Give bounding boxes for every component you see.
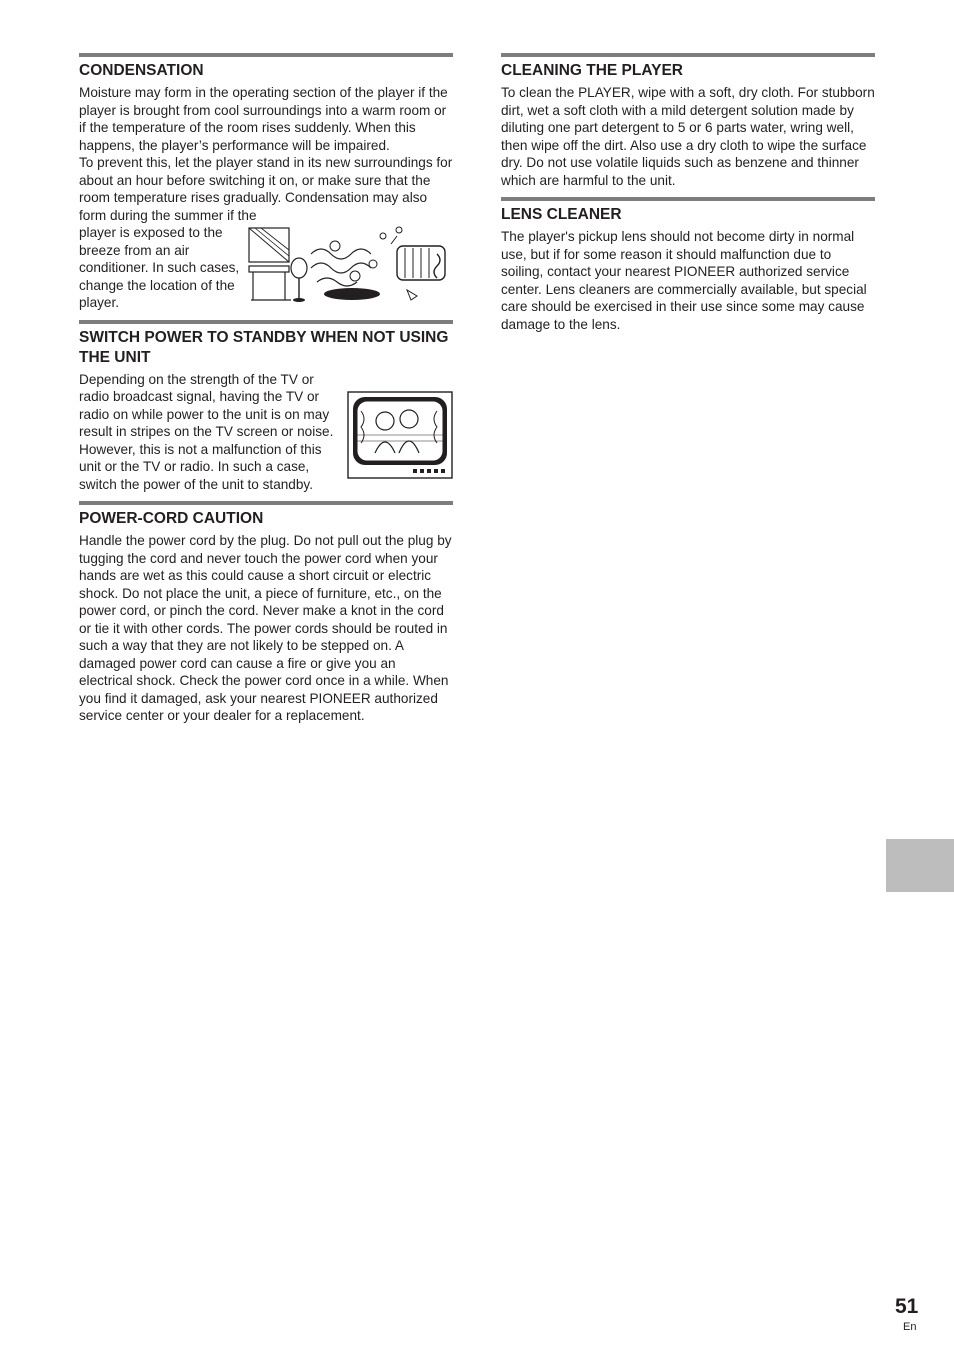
condensation-heading: CONDENSATION <box>79 62 204 79</box>
cleaning-section <box>501 53 875 189</box>
condensation-para-2-continued: player is exposed to the breeze from an air conditioner. In such cases, change the location of the player. <box>79 225 240 310</box>
tv-illustration <box>347 391 453 479</box>
left-column <box>79 53 453 733</box>
language-code: En <box>903 1321 917 1333</box>
chapter-tab-marker <box>886 839 954 892</box>
standby-heading: SWITCH POWER TO STANDBY WHEN NOT USING THE UNIT <box>79 328 449 366</box>
cleaning-heading: CLEANING THE PLAYER <box>501 62 684 79</box>
lens-cleaner-para: The player's pickup lens should not become dirty in normal use, but if for some reason it should malfunction due to soiling, contact your nearest PIONEER authorized service center. Lens cleaners are commercially available, but special care should be exercised in their use since some may cause damage to the lens. <box>501 229 867 332</box>
standby-float-block <box>79 371 453 494</box>
lens-cleaner-section <box>501 197 875 333</box>
power-cord-para: Handle the power cord by the plug. Do not pull out the plug by tugging the cord and never touch the power cord when your hands are wet as this could cause a short circuit or electric shock. Do not place the unit, a piece of furniture, etc., on the power cord, or pinch the cord. Never make a knot in the cord or tie it with other cords. The power cords should be routed in such a way that they are not likely to be stepped on. A damaged power cord can cause a fire or give you an electrical shock. Check the power cord once in a while. When you find it damaged, ask your nearest PIONEER authorized service center or your dealer for a replacement. <box>79 533 452 723</box>
page-number: 51 <box>895 1295 919 1318</box>
right-column <box>501 53 875 341</box>
condensation-float-block <box>79 224 453 312</box>
air-conditioner-illustration <box>247 224 453 306</box>
condensation-para-2: To prevent this, let the player stand in its new surroundings for about an hour before switching it on, or make sure that the room temperature rises gradually. Condensation may also form during the summer if the <box>79 155 453 223</box>
condensation-para-1: Moisture may form in the operating section of the player if the player is brought from cool surroundings into a warm room or if the temperature of the room rises suddenly. When this happens, the player’s performance will be impaired. <box>79 85 448 153</box>
condensation-section <box>79 53 453 312</box>
standby-section <box>79 320 453 494</box>
standby-para: Depending on the strength of the TV or radio broadcast signal, having the TV or radio on while power to the unit is on may result in stripes on the TV screen or noise. However, this is not a malfunction of this unit or the TV or radio. In such a case, switch the power of the unit to standby. <box>79 371 453 494</box>
power-cord-section <box>79 501 453 725</box>
power-cord-heading: POWER-CORD CAUTION <box>79 510 264 527</box>
cleaning-para: To clean the PLAYER, wipe with a soft, dry cloth. For stubborn dirt, wet a soft cloth with a mild detergent solution made by diluting one part detergent to 5 or 6 parts water, wring well, then wipe off the dirt. Also use a dry cloth to wipe the surface dry. Do not use volatile liquids such as benzene and thinner which are harmful to the unit. <box>501 85 875 188</box>
lens-cleaner-heading: LENS CLEANER <box>501 206 622 223</box>
